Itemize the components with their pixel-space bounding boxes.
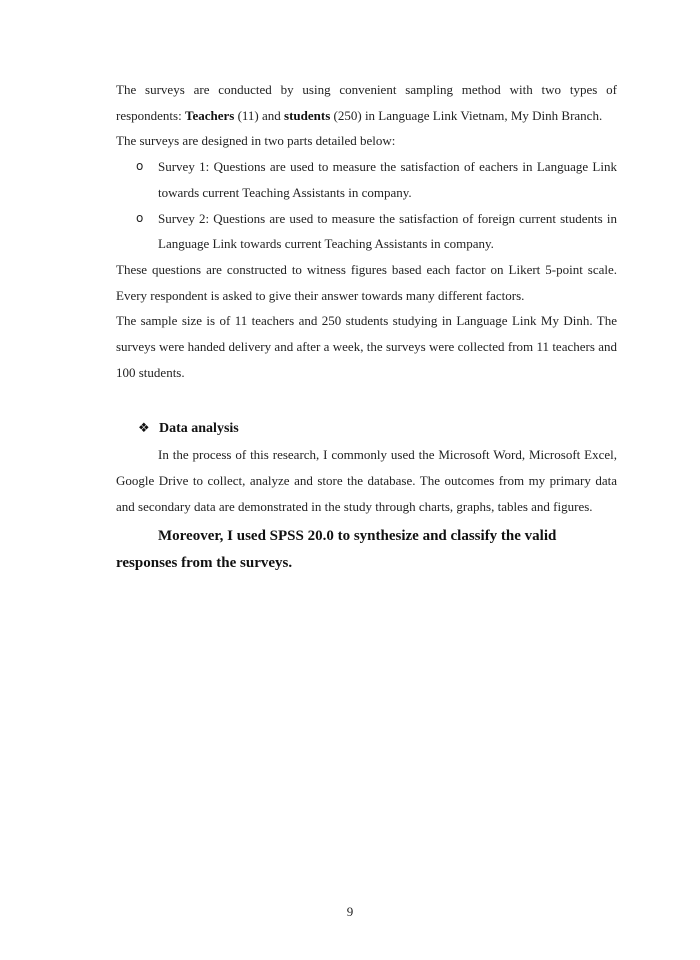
students-label: students bbox=[284, 107, 331, 123]
teachers-label: Teachers bbox=[184, 107, 235, 123]
survey-design-paragraph: The surveys are designed in two parts detailed below: bbox=[116, 133, 396, 149]
section-title: Data analysis bbox=[159, 421, 239, 437]
spss-paragraph: Moreover, I used SPSS 20.0 to synthesize and classify the valid responses from the surveys. bbox=[116, 527, 557, 571]
sample-size-paragraph: The sample size is of 11 teachers and 250 students studying in Language Link My Dinh. The surveys were handed delivery and after a week, the surveys were collected from 11 teachers and 100 students. bbox=[116, 313, 617, 380]
survey-1-text: Survey 1: Questions are used to measure the satisfaction of eachers in Language Link towards current Teaching Assistants in company. bbox=[158, 159, 617, 200]
survey-2-text: Survey 2: Questions are used to measure the satisfaction of foreign current students in Language Link towards current Teaching Assistants in company. bbox=[158, 210, 617, 252]
sampling-text-3: (250) in Language Link Vietnam, My Dinh Branch. bbox=[330, 107, 603, 123]
document-page bbox=[116, 77, 617, 577]
survey-list bbox=[116, 154, 617, 257]
sampling-text-1: The surveys are conducted by using convenient sampling method with two types of respondents: bbox=[116, 82, 617, 123]
data-analysis-paragraph: In the process of this research, I commonly used the Microsoft Word, Microsoft Excel, Google Drive to collect, analyze and store the database. The outcomes from my primary data and secondary data are demonstrated in the study through charts, graphs, tables and figures. bbox=[116, 447, 617, 514]
list-item bbox=[136, 206, 617, 257]
section-heading bbox=[138, 416, 617, 442]
bullet-icon: o bbox=[136, 210, 144, 225]
page-number: 9 bbox=[346, 904, 354, 919]
sampling-paragraph bbox=[116, 77, 617, 128]
bullet-icon: o bbox=[136, 159, 144, 174]
sampling-text-2: (11) and bbox=[234, 107, 285, 123]
likert-paragraph: These questions are constructed to witness figures based each factor on Likert 5-point scale. Every respondent is asked to give their answer towards many different factors. bbox=[116, 261, 617, 303]
diamond-bullet-icon: ❖ bbox=[138, 421, 150, 437]
list-item bbox=[136, 154, 617, 205]
